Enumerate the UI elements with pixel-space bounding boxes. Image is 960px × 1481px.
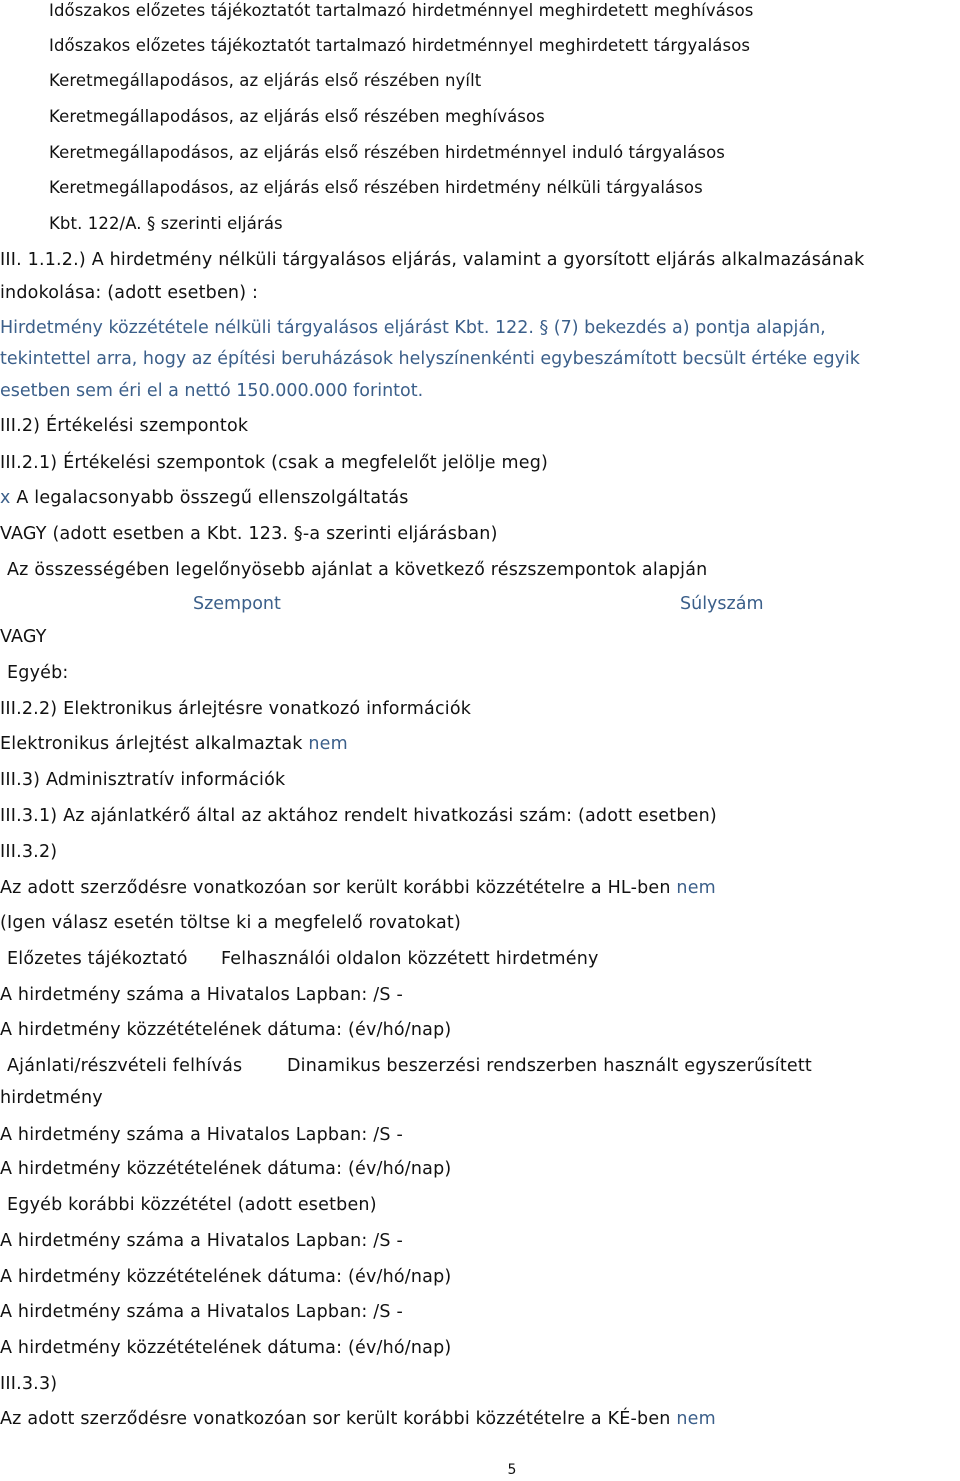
selected-mark: x	[0, 488, 11, 508]
ke-publication-row	[0, 1408, 716, 1430]
section-heading-332: III.3.2)	[0, 842, 58, 862]
section-heading-321: III.2.1) Értékelési szempontok (csak a megfelelőt jelölje meg)	[0, 453, 549, 473]
or-kbt-label: VAGY (adott esetben a Kbt. 123. §-a szerinti eljárásban)	[0, 524, 498, 544]
or-label: VAGY	[0, 627, 47, 647]
prior-info-label: Előzetes tájékoztató	[7, 949, 188, 969]
buyer-profile-label: Felhasználói oldalon közzétett hirdetmény	[221, 949, 599, 969]
other-prior-publication-label: Egyéb korábbi közzététel (adott esetben)	[7, 1195, 377, 1215]
e-auction-value: nem	[308, 734, 348, 754]
e-auction-row	[0, 733, 348, 755]
dps-label-cont: hirdetmény	[0, 1088, 103, 1108]
page-number: 5	[507, 1462, 517, 1478]
notice-date-label: A hirdetmény közzétételének dátuma: (év/hó/nap)	[0, 1267, 452, 1287]
notice-number-label: A hirdetmény száma a Hivatalos Lapban: /S -	[0, 985, 403, 1005]
weight-column-header: Súlyszám	[680, 594, 764, 614]
notice-date-label: A hirdetmény közzétételének dátuma: (év/hó/nap)	[0, 1338, 452, 1358]
reference-number-label: III.3.1) Az ajánlatkérő által az aktához rendelt hivatkozási szám: (adott esetben)	[0, 806, 717, 826]
lowest-price-option	[0, 487, 409, 509]
procedure-option: Időszakos előzetes tájékoztatót tartalmazó hirdetménnyel meghirdetett tárgyalásos	[49, 36, 751, 55]
justification-text: tekintettel arra, hogy az építési beruházások helyszínenkénti egybeszámított becsült értéke egyik	[0, 349, 860, 369]
dps-label: Dinamikus beszerzési rendszerben használt egyszerűsített	[287, 1056, 812, 1076]
procedure-option: Keretmegállapodásos, az eljárás első részében nyílt	[49, 71, 482, 90]
notice-number-label: A hirdetmény száma a Hivatalos Lapban: /S -	[0, 1231, 403, 1251]
e-auction-label: Elektronikus árlejtést alkalmaztak	[0, 734, 303, 754]
hl-publication-label: Az adott szerződésre vonatkozóan sor került korábbi közzétételre a HL-ben	[0, 878, 671, 898]
section-heading-333: III.3.3)	[0, 1374, 58, 1394]
notice-date-label: A hirdetmény közzétételének dátuma: (év/hó/nap)	[0, 1020, 452, 1040]
section-heading-3112-cont: indokolása: (adott esetben) :	[0, 283, 259, 303]
procedure-option: Időszakos előzetes tájékoztatót tartalmazó hirdetménnyel meghirdetett meghívásos	[49, 1, 754, 20]
ke-publication-label: Az adott szerződésre vonatkozóan sor került korábbi közzétételre a KÉ-ben	[0, 1409, 671, 1429]
call-for-tender-label: Ajánlati/részvételi felhívás	[7, 1056, 243, 1076]
procedure-option: Kbt. 122/A. § szerinti eljárás	[49, 214, 283, 233]
notice-number-label: A hirdetmény száma a Hivatalos Lapban: /S -	[0, 1125, 403, 1145]
notice-date-label: A hirdetmény közzétételének dátuma: (év/hó/nap)	[0, 1159, 452, 1179]
criterion-column-header: Szempont	[193, 594, 281, 614]
notice-number-label: A hirdetmény száma a Hivatalos Lapban: /S -	[0, 1302, 403, 1322]
justification-text: Hirdetmény közzététele nélküli tárgyalásos eljárást Kbt. 122. § (7) bekezdés a) pontja alapján,	[0, 318, 826, 338]
lowest-price-label: A legalacsonyabb összegű ellenszolgáltatás	[16, 488, 409, 508]
best-value-label: Az összességében legelőnyösebb ajánlat a következő részszempontok alapján	[7, 560, 708, 580]
justification-text: esetben sem éri el a nettó 150.000.000 forintot.	[0, 381, 424, 401]
other-label: Egyéb:	[7, 663, 69, 683]
section-heading-322: III.2.2) Elektronikus árlejtésre vonatkozó információk	[0, 699, 472, 719]
procedure-option: Keretmegállapodásos, az eljárás első részében hirdetménnyel induló tárgyalásos	[49, 143, 725, 162]
hl-publication-row	[0, 877, 716, 899]
section-heading-3112: III. 1.1.2.) A hirdetmény nélküli tárgyalásos eljárás, valamint a gyorsított eljárás alkalmazásának	[0, 250, 865, 270]
procedure-option: Keretmegállapodásos, az eljárás első részében meghívásos	[49, 107, 545, 126]
ke-publication-value: nem	[676, 1409, 716, 1429]
section-heading-33: III.3) Adminisztratív információk	[0, 770, 286, 790]
if-yes-note: (Igen válasz esetén töltse ki a megfelelő rovatokat)	[0, 913, 461, 933]
hl-publication-value: nem	[676, 878, 716, 898]
section-heading-32: III.2) Értékelési szempontok	[0, 416, 249, 436]
procedure-option: Keretmegállapodásos, az eljárás első részében hirdetmény nélküli tárgyalásos	[49, 178, 703, 197]
